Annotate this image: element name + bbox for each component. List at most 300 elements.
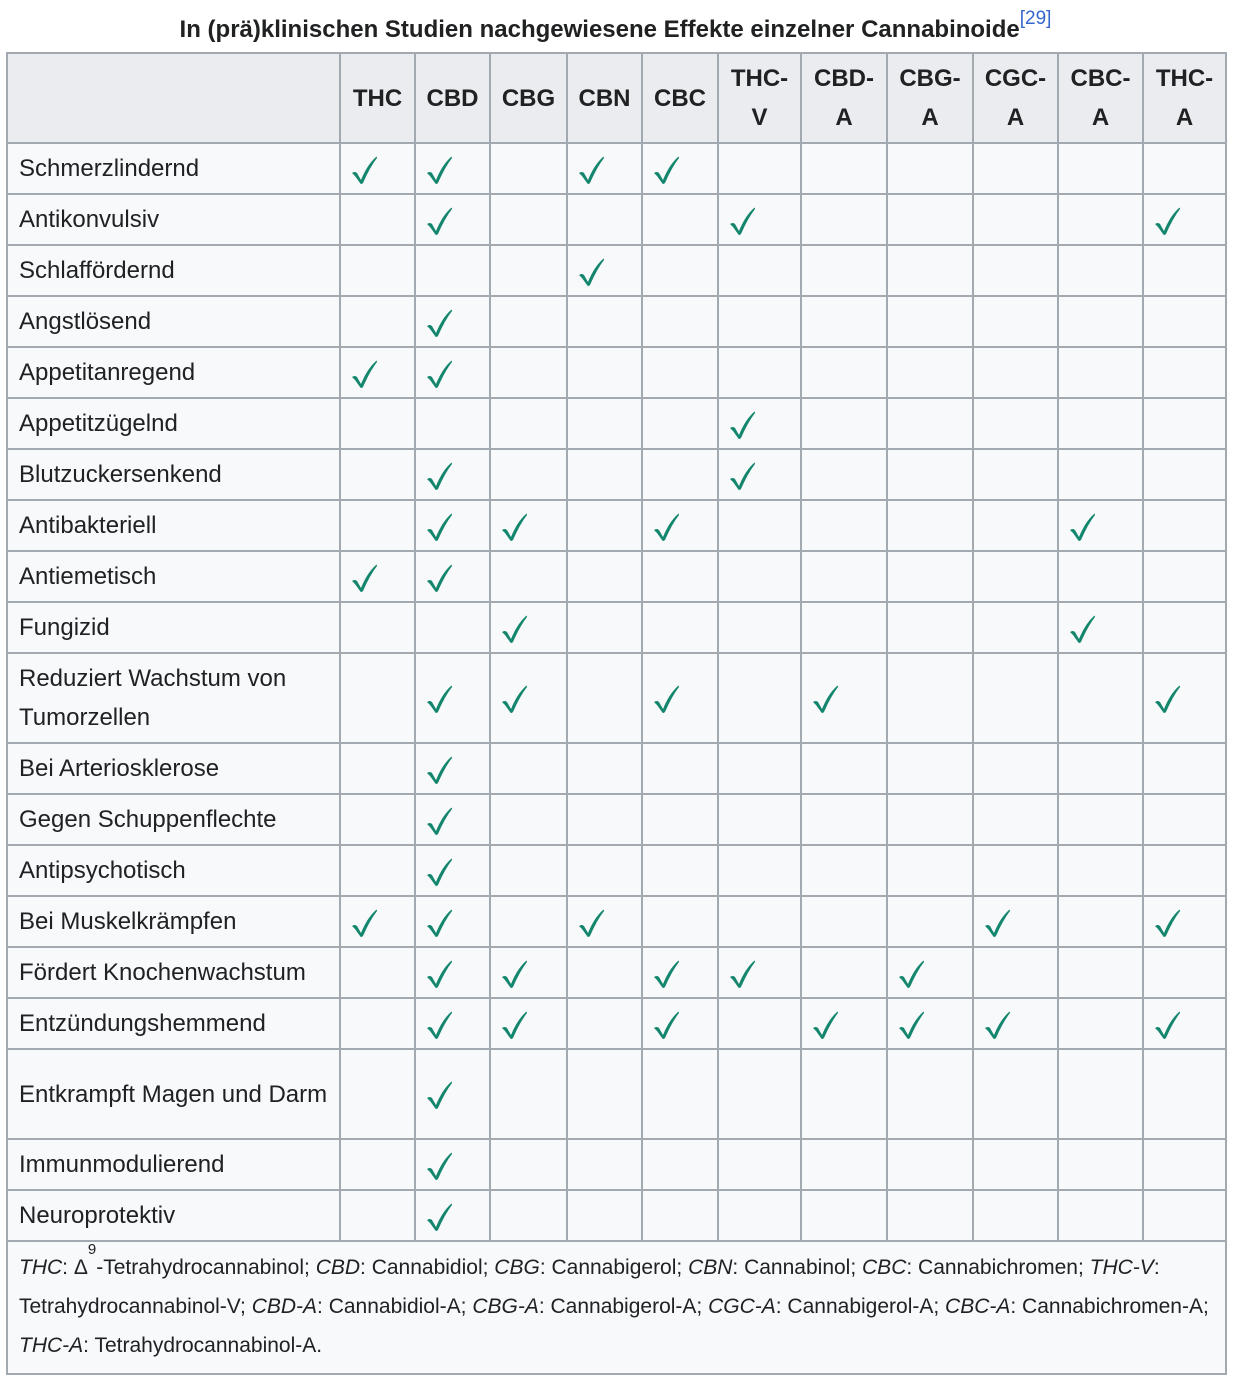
cell-thc-a xyxy=(1143,602,1226,653)
cell-cbd xyxy=(415,1139,490,1190)
table-row xyxy=(7,998,1226,1049)
legend-text: : $\Delta^9$-Tetrahydrocannabinol; xyxy=(62,1241,316,1279)
cell-cbn xyxy=(567,998,642,1049)
cell-thc xyxy=(340,500,415,551)
table-row xyxy=(7,194,1226,245)
legend-text: : Cannabigerol-A; xyxy=(538,1295,709,1318)
cell-thc-a xyxy=(1143,1190,1226,1241)
check-icon xyxy=(1068,614,1096,644)
cell-cbg-a xyxy=(887,1190,973,1241)
table-row xyxy=(7,845,1226,896)
table-caption xyxy=(0,8,1231,48)
cell-cbc xyxy=(642,347,718,398)
cell-thc-a xyxy=(1143,347,1226,398)
table-row xyxy=(7,896,1226,947)
cell-cbc xyxy=(642,1190,718,1241)
cell-cbd-a xyxy=(801,998,887,1049)
cell-cbg xyxy=(490,398,567,449)
cell-cbg-a xyxy=(887,449,973,500)
cell-cbd xyxy=(415,143,490,194)
check-icon xyxy=(500,614,528,644)
cell-thc xyxy=(340,449,415,500)
table-row xyxy=(7,794,1226,845)
cell-cbg xyxy=(490,998,567,1049)
cell-cbg-a xyxy=(887,398,973,449)
cell-cbd-a xyxy=(801,845,887,896)
cell-cbd-a xyxy=(801,947,887,998)
legend-abbr: THC-A xyxy=(19,1334,84,1357)
effect-label: Antikonvulsiv xyxy=(7,194,340,245)
cell-cbc-a xyxy=(1058,896,1143,947)
cell-cbg-a xyxy=(887,602,973,653)
check-icon xyxy=(425,908,453,938)
cell-thc xyxy=(340,296,415,347)
check-icon xyxy=(652,959,680,989)
cell-thc-v xyxy=(718,896,801,947)
check-icon xyxy=(897,1010,925,1040)
table-row xyxy=(7,947,1226,998)
cell-thc-a xyxy=(1143,194,1226,245)
legend-abbr: CBG-A xyxy=(472,1295,539,1318)
cell-thc-v xyxy=(718,449,801,500)
cell-thc-a xyxy=(1143,245,1226,296)
cell-cbg-a xyxy=(887,143,973,194)
cell-cbd-a xyxy=(801,296,887,347)
cell-cgc-a xyxy=(973,143,1058,194)
cell-cbd-a xyxy=(801,398,887,449)
legend-abbr: CBD-A xyxy=(251,1295,318,1318)
cell-cgc-a xyxy=(973,500,1058,551)
table-row xyxy=(7,296,1226,347)
table-row xyxy=(7,653,1226,743)
table-row xyxy=(7,1190,1226,1241)
cell-cbd-a xyxy=(801,602,887,653)
cell-thc xyxy=(340,1139,415,1190)
check-icon xyxy=(425,563,453,593)
cell-cbg-a xyxy=(887,347,973,398)
caption-title: In (prä)klinischen Studien nachgewiesene Effekte einzelner Cannabinoide xyxy=(179,16,1020,43)
check-icon xyxy=(425,806,453,836)
cell-cbd xyxy=(415,1049,490,1139)
table-row xyxy=(7,449,1226,500)
effect-label: Gegen Schuppenflechte xyxy=(7,794,340,845)
cell-cbd-a xyxy=(801,500,887,551)
cell-cbc xyxy=(642,896,718,947)
cell-cbc xyxy=(642,194,718,245)
cell-thc-a xyxy=(1143,500,1226,551)
effect-label: Entzündungshemmend xyxy=(7,998,340,1049)
cell-cbd xyxy=(415,845,490,896)
cell-cbg xyxy=(490,602,567,653)
cell-thc xyxy=(340,653,415,743)
check-icon xyxy=(652,512,680,542)
cell-cbc xyxy=(642,794,718,845)
check-icon xyxy=(425,512,453,542)
cell-cbc-a xyxy=(1058,1190,1143,1241)
cell-cbg xyxy=(490,653,567,743)
check-icon xyxy=(577,155,605,185)
cell-cbn xyxy=(567,194,642,245)
check-icon xyxy=(728,959,756,989)
cell-cbc xyxy=(642,998,718,1049)
table-row xyxy=(7,1049,1226,1139)
cell-cbg xyxy=(490,1139,567,1190)
cell-cbc-a xyxy=(1058,500,1143,551)
cell-thc-v xyxy=(718,551,801,602)
check-icon xyxy=(728,461,756,491)
cell-thc-a xyxy=(1143,296,1226,347)
cell-cbn xyxy=(567,1190,642,1241)
effect-label: Antiemetisch xyxy=(7,551,340,602)
effect-label: Bei Arteriosklerose xyxy=(7,743,340,794)
cell-cbg-a xyxy=(887,194,973,245)
cell-thc-v xyxy=(718,794,801,845)
check-icon xyxy=(577,908,605,938)
cell-cbn xyxy=(567,896,642,947)
cell-cbc xyxy=(642,245,718,296)
cell-cgc-a xyxy=(973,1049,1058,1139)
effect-label: Schmerzlindernd xyxy=(7,143,340,194)
check-icon xyxy=(425,359,453,389)
cell-cbg xyxy=(490,896,567,947)
check-icon xyxy=(811,1010,839,1040)
check-icon xyxy=(1153,908,1181,938)
cell-cbn xyxy=(567,794,642,845)
cell-cbg-a xyxy=(887,500,973,551)
check-icon xyxy=(350,908,378,938)
effect-label: Reduziert Wachstum von Tumorzellen xyxy=(7,653,340,743)
cell-thc-v xyxy=(718,143,801,194)
cell-cbc xyxy=(642,551,718,602)
cell-thc-v xyxy=(718,296,801,347)
check-icon xyxy=(500,512,528,542)
cell-cbd xyxy=(415,794,490,845)
cell-cbg-a xyxy=(887,845,973,896)
check-icon xyxy=(425,857,453,887)
legend-abbr: THC xyxy=(19,1256,63,1279)
cell-cbc xyxy=(642,947,718,998)
cell-cgc-a xyxy=(973,1190,1058,1241)
cell-cbn xyxy=(567,845,642,896)
effect-label: Immunmodulierend xyxy=(7,1139,340,1190)
check-icon xyxy=(425,684,453,714)
cell-cbc-a xyxy=(1058,398,1143,449)
column-header-cbd: CBD xyxy=(415,53,490,143)
cell-cbn xyxy=(567,1139,642,1190)
column-header-cbc-a: CBC-A xyxy=(1058,53,1143,143)
table-row xyxy=(7,551,1226,602)
cell-cbc-a xyxy=(1058,1049,1143,1139)
cell-cbd xyxy=(415,998,490,1049)
legend-text: : Tetrahydrocannabinol-A. xyxy=(83,1334,323,1357)
cell-cgc-a xyxy=(973,449,1058,500)
cell-thc-a xyxy=(1143,947,1226,998)
cell-cbn xyxy=(567,245,642,296)
cell-cbg xyxy=(490,347,567,398)
cell-cbg xyxy=(490,245,567,296)
cell-cbd-a xyxy=(801,551,887,602)
legend-text: : Cannabichromen; xyxy=(906,1256,1090,1279)
check-icon xyxy=(652,155,680,185)
cell-cgc-a xyxy=(973,845,1058,896)
cell-cbc-a xyxy=(1058,143,1143,194)
cell-cgc-a xyxy=(973,245,1058,296)
cell-thc-a xyxy=(1143,794,1226,845)
cell-cbn xyxy=(567,296,642,347)
cell-cbg xyxy=(490,194,567,245)
cell-thc xyxy=(340,1049,415,1139)
check-icon xyxy=(577,257,605,287)
check-icon xyxy=(728,206,756,236)
table-row xyxy=(7,743,1226,794)
cell-cbc-a xyxy=(1058,1139,1143,1190)
cell-cbn xyxy=(567,653,642,743)
effect-label: Bei Muskelkrämpfen xyxy=(7,896,340,947)
check-icon xyxy=(728,410,756,440)
cell-thc xyxy=(340,794,415,845)
cell-cbd-a xyxy=(801,1049,887,1139)
cell-cbc-a xyxy=(1058,998,1143,1049)
cell-cbg xyxy=(490,947,567,998)
cell-thc-v xyxy=(718,347,801,398)
cell-thc-v xyxy=(718,1190,801,1241)
check-icon xyxy=(425,155,453,185)
check-icon xyxy=(425,1202,453,1232)
legend-text: : Cannabidiol; xyxy=(360,1256,495,1279)
cell-cbd xyxy=(415,347,490,398)
cannabinoid-effects-table xyxy=(6,52,1227,1375)
effect-label: Appetitzügelnd xyxy=(7,398,340,449)
cell-thc xyxy=(340,245,415,296)
header-row xyxy=(7,53,1226,143)
check-icon xyxy=(1068,512,1096,542)
table-body xyxy=(7,143,1226,1241)
cell-thc-v xyxy=(718,1139,801,1190)
cell-cbn xyxy=(567,1049,642,1139)
cell-thc xyxy=(340,845,415,896)
cell-thc-v xyxy=(718,845,801,896)
cell-cbc-a xyxy=(1058,794,1143,845)
cell-cbc xyxy=(642,845,718,896)
cell-cbg xyxy=(490,449,567,500)
cell-cbg xyxy=(490,143,567,194)
effect-label: Appetitanregend xyxy=(7,347,340,398)
cell-cbg xyxy=(490,845,567,896)
cell-cbc xyxy=(642,743,718,794)
effect-label: Neuroprotektiv xyxy=(7,1190,340,1241)
cell-thc xyxy=(340,1190,415,1241)
cell-thc xyxy=(340,143,415,194)
cell-cbn xyxy=(567,602,642,653)
cell-cbc-a xyxy=(1058,194,1143,245)
cell-cbn xyxy=(567,947,642,998)
check-icon xyxy=(425,755,453,785)
cell-cgc-a xyxy=(973,947,1058,998)
column-header-cbd-a: CBD-A xyxy=(801,53,887,143)
check-icon xyxy=(425,206,453,236)
corner-header xyxy=(7,53,340,143)
cell-cbd xyxy=(415,1190,490,1241)
cell-thc-a xyxy=(1143,1139,1226,1190)
cell-thc-v xyxy=(718,743,801,794)
cell-cbd-a xyxy=(801,1139,887,1190)
legend-abbr: CBG xyxy=(494,1256,540,1279)
cell-thc-a xyxy=(1143,896,1226,947)
cell-thc-v xyxy=(718,398,801,449)
cell-cbd xyxy=(415,500,490,551)
cell-cbd xyxy=(415,602,490,653)
check-icon xyxy=(425,1151,453,1181)
effect-label: Angstlösend xyxy=(7,296,340,347)
cell-cbg-a xyxy=(887,1139,973,1190)
table-row xyxy=(7,245,1226,296)
cell-cbn xyxy=(567,398,642,449)
column-header-thc-v: THC-V xyxy=(718,53,801,143)
cell-thc-v xyxy=(718,1049,801,1139)
cell-thc-a xyxy=(1143,449,1226,500)
effect-label: Fungizid xyxy=(7,602,340,653)
cell-cgc-a xyxy=(973,194,1058,245)
cell-cbn xyxy=(567,449,642,500)
table-row xyxy=(7,500,1226,551)
cell-cbc xyxy=(642,500,718,551)
cell-cbd-a xyxy=(801,653,887,743)
cell-thc-a xyxy=(1143,398,1226,449)
check-icon xyxy=(1153,1010,1181,1040)
cell-cbd xyxy=(415,449,490,500)
cell-thc-a xyxy=(1143,653,1226,743)
cell-cbd-a xyxy=(801,449,887,500)
cell-thc-v xyxy=(718,653,801,743)
legend-text: : Tetrahydrocannabinol-V; xyxy=(19,1256,1160,1318)
cell-cbg-a xyxy=(887,245,973,296)
check-icon xyxy=(500,959,528,989)
cell-thc-a xyxy=(1143,1049,1226,1139)
cell-cbc xyxy=(642,449,718,500)
cell-thc-v xyxy=(718,245,801,296)
column-header-cbg-a: CBG-A xyxy=(887,53,973,143)
cell-thc xyxy=(340,947,415,998)
column-header-cbc: CBC xyxy=(642,53,718,143)
table-row xyxy=(7,143,1226,194)
check-icon xyxy=(1153,206,1181,236)
check-icon xyxy=(652,684,680,714)
cell-cbc xyxy=(642,1049,718,1139)
reference-link[interactable]: [29] xyxy=(1019,8,1052,29)
cell-thc-v xyxy=(718,500,801,551)
column-header-cbg: CBG xyxy=(490,53,567,143)
cell-cbc xyxy=(642,143,718,194)
legend-abbr: CBN xyxy=(688,1256,733,1279)
cell-cbg xyxy=(490,1049,567,1139)
cell-cbc-a xyxy=(1058,845,1143,896)
effect-label: Schlaffördernd xyxy=(7,245,340,296)
cell-cbc xyxy=(642,1139,718,1190)
cell-cbg xyxy=(490,1190,567,1241)
effect-label: Blutzuckersenkend xyxy=(7,449,340,500)
cell-cgc-a xyxy=(973,296,1058,347)
cell-cbg-a xyxy=(887,1049,973,1139)
legend-text: : Cannabichromen-A; xyxy=(1010,1295,1209,1318)
check-icon xyxy=(425,959,453,989)
check-icon xyxy=(425,1080,453,1110)
cell-thc xyxy=(340,551,415,602)
cell-thc xyxy=(340,347,415,398)
check-icon xyxy=(425,308,453,338)
legend-abbr: CBD xyxy=(315,1256,361,1279)
effect-label: Antibakteriell xyxy=(7,500,340,551)
cell-thc-v xyxy=(718,947,801,998)
cell-cbc-a xyxy=(1058,449,1143,500)
cell-cbg xyxy=(490,743,567,794)
legend-text: : Cannabidiol-A; xyxy=(317,1295,473,1318)
cell-thc-a xyxy=(1143,845,1226,896)
column-header-thc-a: THC-A xyxy=(1143,53,1226,143)
cell-cbc-a xyxy=(1058,653,1143,743)
cell-cbd xyxy=(415,245,490,296)
check-icon xyxy=(350,359,378,389)
cell-cbg xyxy=(490,551,567,602)
legend-abbr: CGC-A xyxy=(708,1295,776,1318)
cell-cbd xyxy=(415,194,490,245)
cell-thc xyxy=(340,743,415,794)
cell-cbg xyxy=(490,794,567,845)
check-icon xyxy=(897,959,925,989)
legend-cell xyxy=(7,1241,1226,1374)
cell-thc-v xyxy=(718,998,801,1049)
cell-thc xyxy=(340,998,415,1049)
check-icon xyxy=(652,1010,680,1040)
cell-cbd xyxy=(415,398,490,449)
column-header-cbn: CBN xyxy=(567,53,642,143)
cell-cbc-a xyxy=(1058,296,1143,347)
cell-cbd xyxy=(415,296,490,347)
cell-cbd-a xyxy=(801,143,887,194)
table-row xyxy=(7,398,1226,449)
table-row xyxy=(7,602,1226,653)
cell-cgc-a xyxy=(973,998,1058,1049)
check-icon xyxy=(1153,684,1181,714)
cell-cbc xyxy=(642,653,718,743)
cell-thc-a xyxy=(1143,998,1226,1049)
effect-label: Fördert Knochenwachstum xyxy=(7,947,340,998)
cell-cbg-a xyxy=(887,896,973,947)
cell-cbn xyxy=(567,551,642,602)
cell-cbg-a xyxy=(887,296,973,347)
column-header-thc: THC xyxy=(340,53,415,143)
effect-label: Antipsychotisch xyxy=(7,845,340,896)
legend-row xyxy=(7,1241,1226,1374)
cell-cbc xyxy=(642,602,718,653)
check-icon xyxy=(425,461,453,491)
cell-cbc-a xyxy=(1058,602,1143,653)
cell-cbd-a xyxy=(801,794,887,845)
cell-cbn xyxy=(567,143,642,194)
cell-cbn xyxy=(567,500,642,551)
cell-cgc-a xyxy=(973,347,1058,398)
cell-thc xyxy=(340,398,415,449)
column-header-cgc-a: CGC-A xyxy=(973,53,1058,143)
cell-cbc xyxy=(642,398,718,449)
cell-cbg-a xyxy=(887,947,973,998)
cell-cbd xyxy=(415,653,490,743)
cell-cgc-a xyxy=(973,653,1058,743)
cell-cbd-a xyxy=(801,743,887,794)
check-icon xyxy=(500,684,528,714)
cell-cgc-a xyxy=(973,794,1058,845)
cell-cbd-a xyxy=(801,194,887,245)
check-icon xyxy=(425,1010,453,1040)
